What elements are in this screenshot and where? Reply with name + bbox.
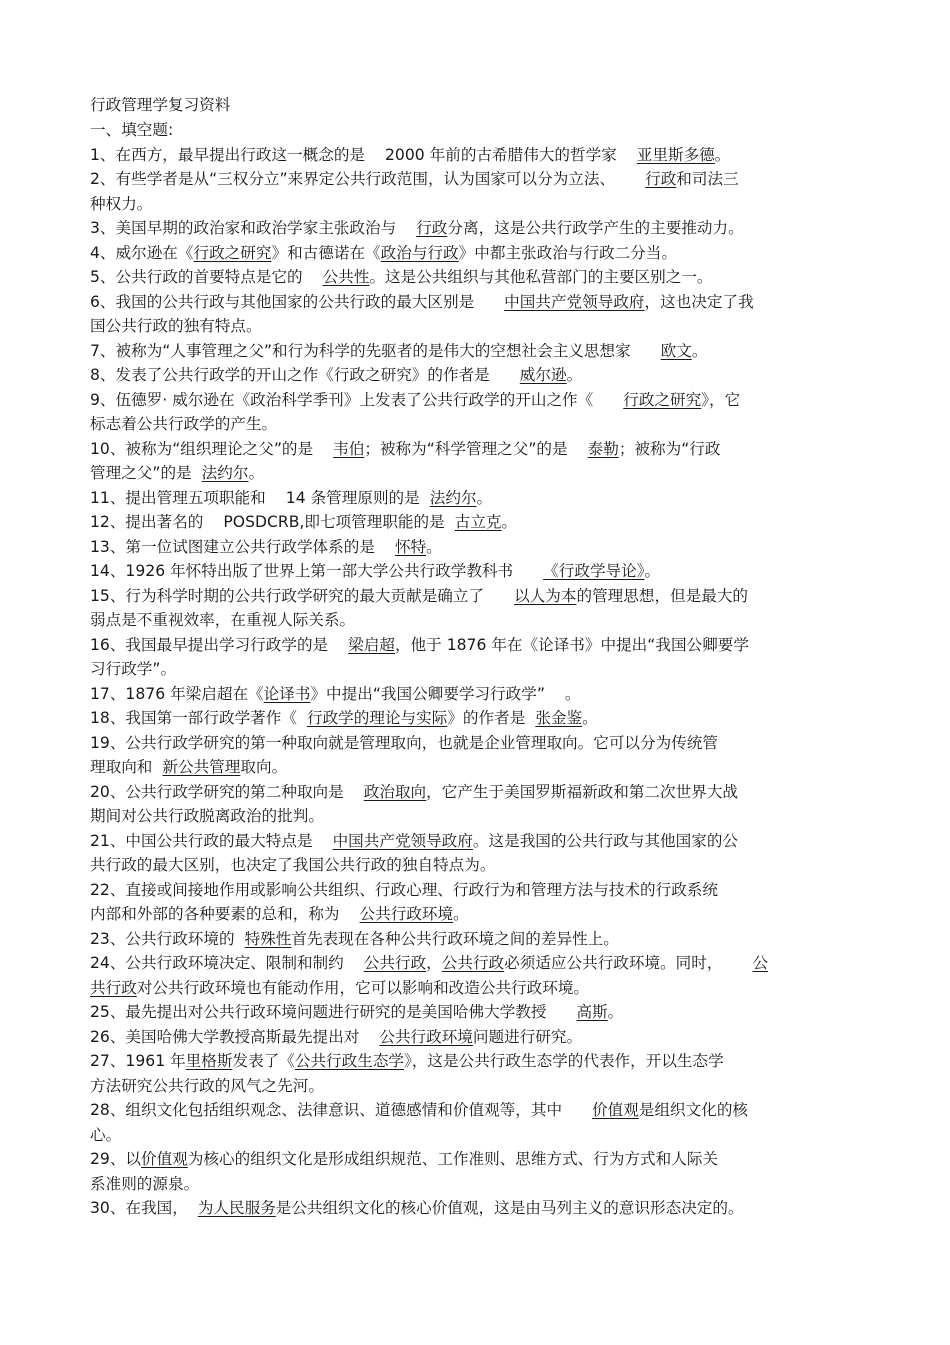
question-text: 对公共行政环境也有能动作用，它可以影响和改造公共行政环境。 [136,978,590,997]
question-line [90,167,860,192]
question-text: 19、公共行政学研究的第一种取向就是管理取向，也就是企业管理取向。它可以分为传统管 [90,733,718,752]
question-line [90,216,860,241]
question-text: 。 [453,905,469,923]
question-line [90,976,860,1001]
question-text: 6、我国的公共行政与其他国家的公共行政的最大区别是 [90,292,475,311]
question-item [90,878,860,927]
question-line [90,437,860,462]
answer-blank: 公共行政环境 [359,905,454,923]
question-line [90,1123,860,1148]
question-item [90,486,860,511]
answer-blank: 行政 [416,219,448,237]
question-text: 。 [582,709,598,727]
question-line [90,1098,860,1123]
question-line [90,1074,860,1099]
question-line [90,902,860,927]
question-text: 29、以 [90,1150,142,1168]
question-item [90,510,860,535]
question-text: 为核心的组织文化是形成组织规范、工作准则、思维方式、行为方式和人际关 [187,1150,719,1168]
question-item [90,388,860,437]
answer-blank: 价值观 [592,1101,639,1119]
question-item [90,1000,860,1025]
question-line [90,1049,860,1074]
question-text: 方法研究公共行政的风气之先河。 [90,1076,324,1095]
question-text: ， [426,954,442,972]
question-text: 首先表现在各种公共行政环境之间的差异性上。 [291,929,619,948]
question-text: 2000 年前的古希腊伟大的哲学家 [385,145,617,164]
question-line [90,143,860,168]
answer-blank: 行政之研究 [623,390,702,409]
answer-blank: 特殊性 [244,929,292,948]
question-line [90,951,860,976]
question-line [90,829,860,854]
question-text: 1、在西方，最早提出行政这一概念的是 [90,145,366,164]
question-item [90,241,860,266]
answer-blank: 公共行政 [441,954,505,972]
question-text: 。这是我国的公共行政与其他国家的公 [472,831,739,850]
question-text: ；被称为“行政 [618,439,721,458]
question-line [90,1147,860,1172]
answer-blank: 政治与行政 [380,243,459,262]
question-text: 。 [564,684,581,703]
question-text: 11、提出管理五项职能和 [90,488,266,507]
question-text: 14 条管理原则的是 [285,488,420,507]
question-item [90,339,860,364]
question-list [90,143,860,1221]
question-line [90,657,860,682]
question-line [90,780,860,805]
question-item [90,559,860,584]
question-text: 》和古德诺在《 [271,243,381,262]
question-item [90,633,860,682]
question-line [90,927,860,952]
question-text: ，他于 1876 年在《论译书》中提出“我国公卿要学 [394,635,749,654]
answer-blank: 法约尔 [429,488,477,507]
question-text: 问题进行研究。 [472,1027,583,1046]
question-item [90,951,860,1000]
question-text: 弱点是不重视效率，在重视人际关系。 [90,611,356,629]
question-text: 8、发表了公共行政学的开山之作《行政之研究》的作者是 [90,366,490,384]
question-text: 27、1961 年 [90,1052,186,1070]
question-line [90,682,860,707]
question-text: 种权力。 [90,194,153,213]
question-line [90,584,860,609]
question-text: 系准则的源泉。 [90,1174,200,1193]
question-line [90,363,860,388]
question-text: 是公共组织文化的核心价值观，这是由马列主义的意识形态决定的。 [275,1199,744,1217]
question-item [90,682,860,707]
answer-blank: 论译书 [263,684,311,703]
question-text: 共行政的最大区别，也决定了我国公共行政的独自特点为。 [90,856,496,874]
question-text: 》，它 [701,390,741,409]
question-text: 》的作者是 [447,709,526,727]
question-text: 。 [426,537,442,556]
answer-blank: 公共性 [322,268,370,286]
question-item [90,363,860,388]
question-text: 》，这是公共行政生态学的代表作，开以生态学 [404,1052,724,1070]
answer-blank: 行政之研究 [193,243,272,262]
answer-blank: 欧文 [660,341,692,360]
question-item [90,265,860,290]
question-line [90,706,860,731]
answer-blank: 韦伯 [333,439,365,458]
question-line [90,339,860,364]
answer-blank: 以人为本 [514,586,577,605]
question-text: 标志着公共行政学的产生。 [90,415,278,433]
answer-blank: 高斯 [576,1003,608,1021]
question-line [90,412,860,437]
question-line [90,755,860,780]
question-item [90,780,860,829]
question-text: 分离，这是公共行政学产生的主要推动力。 [447,219,744,237]
answer-blank: 共行政 [90,978,137,997]
answer-blank: 公共行政环境 [379,1027,473,1046]
question-line [90,192,860,217]
question-item [90,167,860,216]
question-text: 18、我国第一部行政学著作《 [90,709,297,727]
question-text: 》中都主张政治与行政二分当。 [458,243,677,262]
answer-blank: 泰勒 [587,439,619,458]
answer-blank: 公共行政生态学 [294,1052,405,1070]
question-item [90,584,860,633]
question-text: 4、威尔逊在《 [90,243,194,262]
question-text: 7、被称为“人事管理之父”和行为科学的先驱者的是伟大的空想社会主义思想家 [90,341,631,360]
question-line [90,1000,860,1025]
question-line [90,314,860,339]
question-text: 管理之父”的是 [90,464,192,482]
question-item [90,437,860,486]
question-text: 习行政学”。 [90,660,177,678]
question-text: 22、直接或间接地作用或影响公共组织、行政心理、行政行为和管理方法与技术的行政系统 [90,880,718,899]
question-line [90,510,860,535]
question-item [90,1098,860,1147]
question-line [90,486,860,511]
answer-blank: 里格斯 [185,1052,233,1070]
question-text: 25、最先提出对公共行政环境问题进行研究的是美国哈佛大学教授 [90,1003,547,1021]
question-text: 10、被称为“组织理论之父”的是 [90,439,314,458]
question-text: 24、公共行政环境决定、限制和制约 [90,954,344,972]
question-item [90,1025,860,1050]
question-text: 16、我国最早提出学习行政学的是 [90,635,329,654]
question-text: 13、第一位试图建立公共行政学体系的是 [90,537,375,556]
question-text: 30、在我国， [90,1199,188,1217]
question-text: 国公共行政的独有特点。 [90,317,262,335]
answer-blank: 公 [752,954,769,972]
answer-blank: 亚里斯多德 [636,145,715,164]
question-text: 。 [714,145,731,164]
question-item [90,143,860,168]
question-text: 20、公共行政学研究的第二种取向是 [90,782,344,801]
question-text: ，这也决定了我 [644,292,754,311]
question-text: 。 [501,513,518,531]
question-text: 理取向和 [90,758,153,776]
question-line [90,1172,860,1197]
question-item [90,927,860,952]
question-text: 。这是公共组织与其他私营部门的主要区别之一。 [369,268,713,286]
answer-blank: 为人民服务 [197,1199,276,1217]
question-line [90,1196,860,1221]
question-line [90,461,860,486]
question-line [90,1025,860,1050]
answer-blank: 政治取向 [363,782,427,801]
answer-blank: 中国共产党领导政府 [504,292,645,311]
question-item [90,1147,860,1196]
question-text: 期间对公共行政脱离政治的批判。 [90,807,324,825]
question-text: 3、美国早期的政治家和政治学家主张政治与 [90,219,397,237]
question-text: 21、中国公共行政的最大特点是 [90,831,313,850]
answer-blank: 梁启超 [348,635,395,654]
question-text: 17、1876 年梁启超在《 [90,684,264,703]
answer-blank: 怀特 [394,537,427,556]
question-text: 是组织文化的核 [638,1101,749,1119]
document-title: 行政管理学复习资料 [90,96,231,114]
answer-blank: 行政学的理论与实际 [306,709,448,727]
question-text: 28、组织文化包括组织观念、法律意识、道德感情和价值观等，其中 [90,1101,563,1119]
document-page [90,93,860,1221]
question-text: 14、1926 年怀特出版了世界上第一部大学公共行政学教科书 [90,562,514,580]
question-item [90,290,860,339]
question-text: 12、提出著名的 [90,513,204,531]
question-text: 内部和外部的各种要素的总和，称为 [90,905,340,923]
question-text: 9、伍德罗· 威尔逊在《政治科学季刊》上发表了公共行政学的开山之作《 [90,390,594,409]
question-line [90,853,860,878]
answer-blank: 中国共产党领导政府 [332,831,473,850]
question-line [90,388,860,413]
question-text: 。 [607,1003,624,1021]
question-item [90,1196,860,1221]
question-text: 心。 [90,1125,122,1144]
question-text: 》中提出“我国公卿要学习行政学” [310,684,545,703]
question-line [90,878,860,903]
answer-blank: 威尔逊 [519,366,567,384]
question-line [90,535,860,560]
question-item [90,706,860,731]
question-text: 。 [248,464,265,482]
question-line [90,633,860,658]
answer-blank: 新公共管理 [162,758,241,776]
question-line [90,241,860,266]
question-line [90,265,860,290]
question-line [90,731,860,756]
question-text: 。 [691,341,708,360]
answer-blank: 公共行政 [363,954,427,972]
question-text: 。 [476,488,493,507]
question-line [90,804,860,829]
answer-blank: 古立克 [454,513,502,531]
answer-blank: 《行政学导论》 [543,562,645,580]
question-item [90,829,860,878]
answer-blank: 价值观 [141,1150,188,1168]
question-text: 23、公共行政环境的 [90,929,235,948]
question-text: 必须适应公共行政环境。同时， [504,954,723,972]
question-text: 取向。 [240,758,288,776]
question-text: 15、行为科学时期的公共行政学研究的最大贡献是确立了 [90,586,485,605]
question-text: 的管理思想，但是最大的 [576,586,749,605]
question-text: ，它产生于美国罗斯福新政和第二次世界大战 [426,782,739,801]
section-heading: 一、填空题: [90,121,174,139]
question-text: 和司法三 [676,170,739,188]
question-line [90,559,860,584]
question-text: 发表了《 [232,1052,295,1070]
question-text: 26、美国哈佛大学教授高斯最先提出对 [90,1027,360,1046]
question-item [90,535,860,560]
answer-blank: 行政 [645,170,677,188]
question-line [90,608,860,633]
question-item [90,1049,860,1098]
question-text: ；被称为“科学管理之父”的是 [364,439,568,458]
question-text: 。 [644,562,661,580]
question-item [90,731,860,780]
question-text: 。 [566,366,583,384]
question-item [90,216,860,241]
question-text: 2、有些学者是从“三权分立”来界定公共行政范围，认为国家可以分为立法、 [90,170,616,188]
question-text: POSDCRB,即七项管理职能的是 [223,513,445,531]
question-line [90,290,860,315]
question-text: 5、公共行政的首要特点是它的 [90,268,303,286]
answer-blank: 张金鉴 [535,709,583,727]
answer-blank: 法约尔 [201,464,249,482]
